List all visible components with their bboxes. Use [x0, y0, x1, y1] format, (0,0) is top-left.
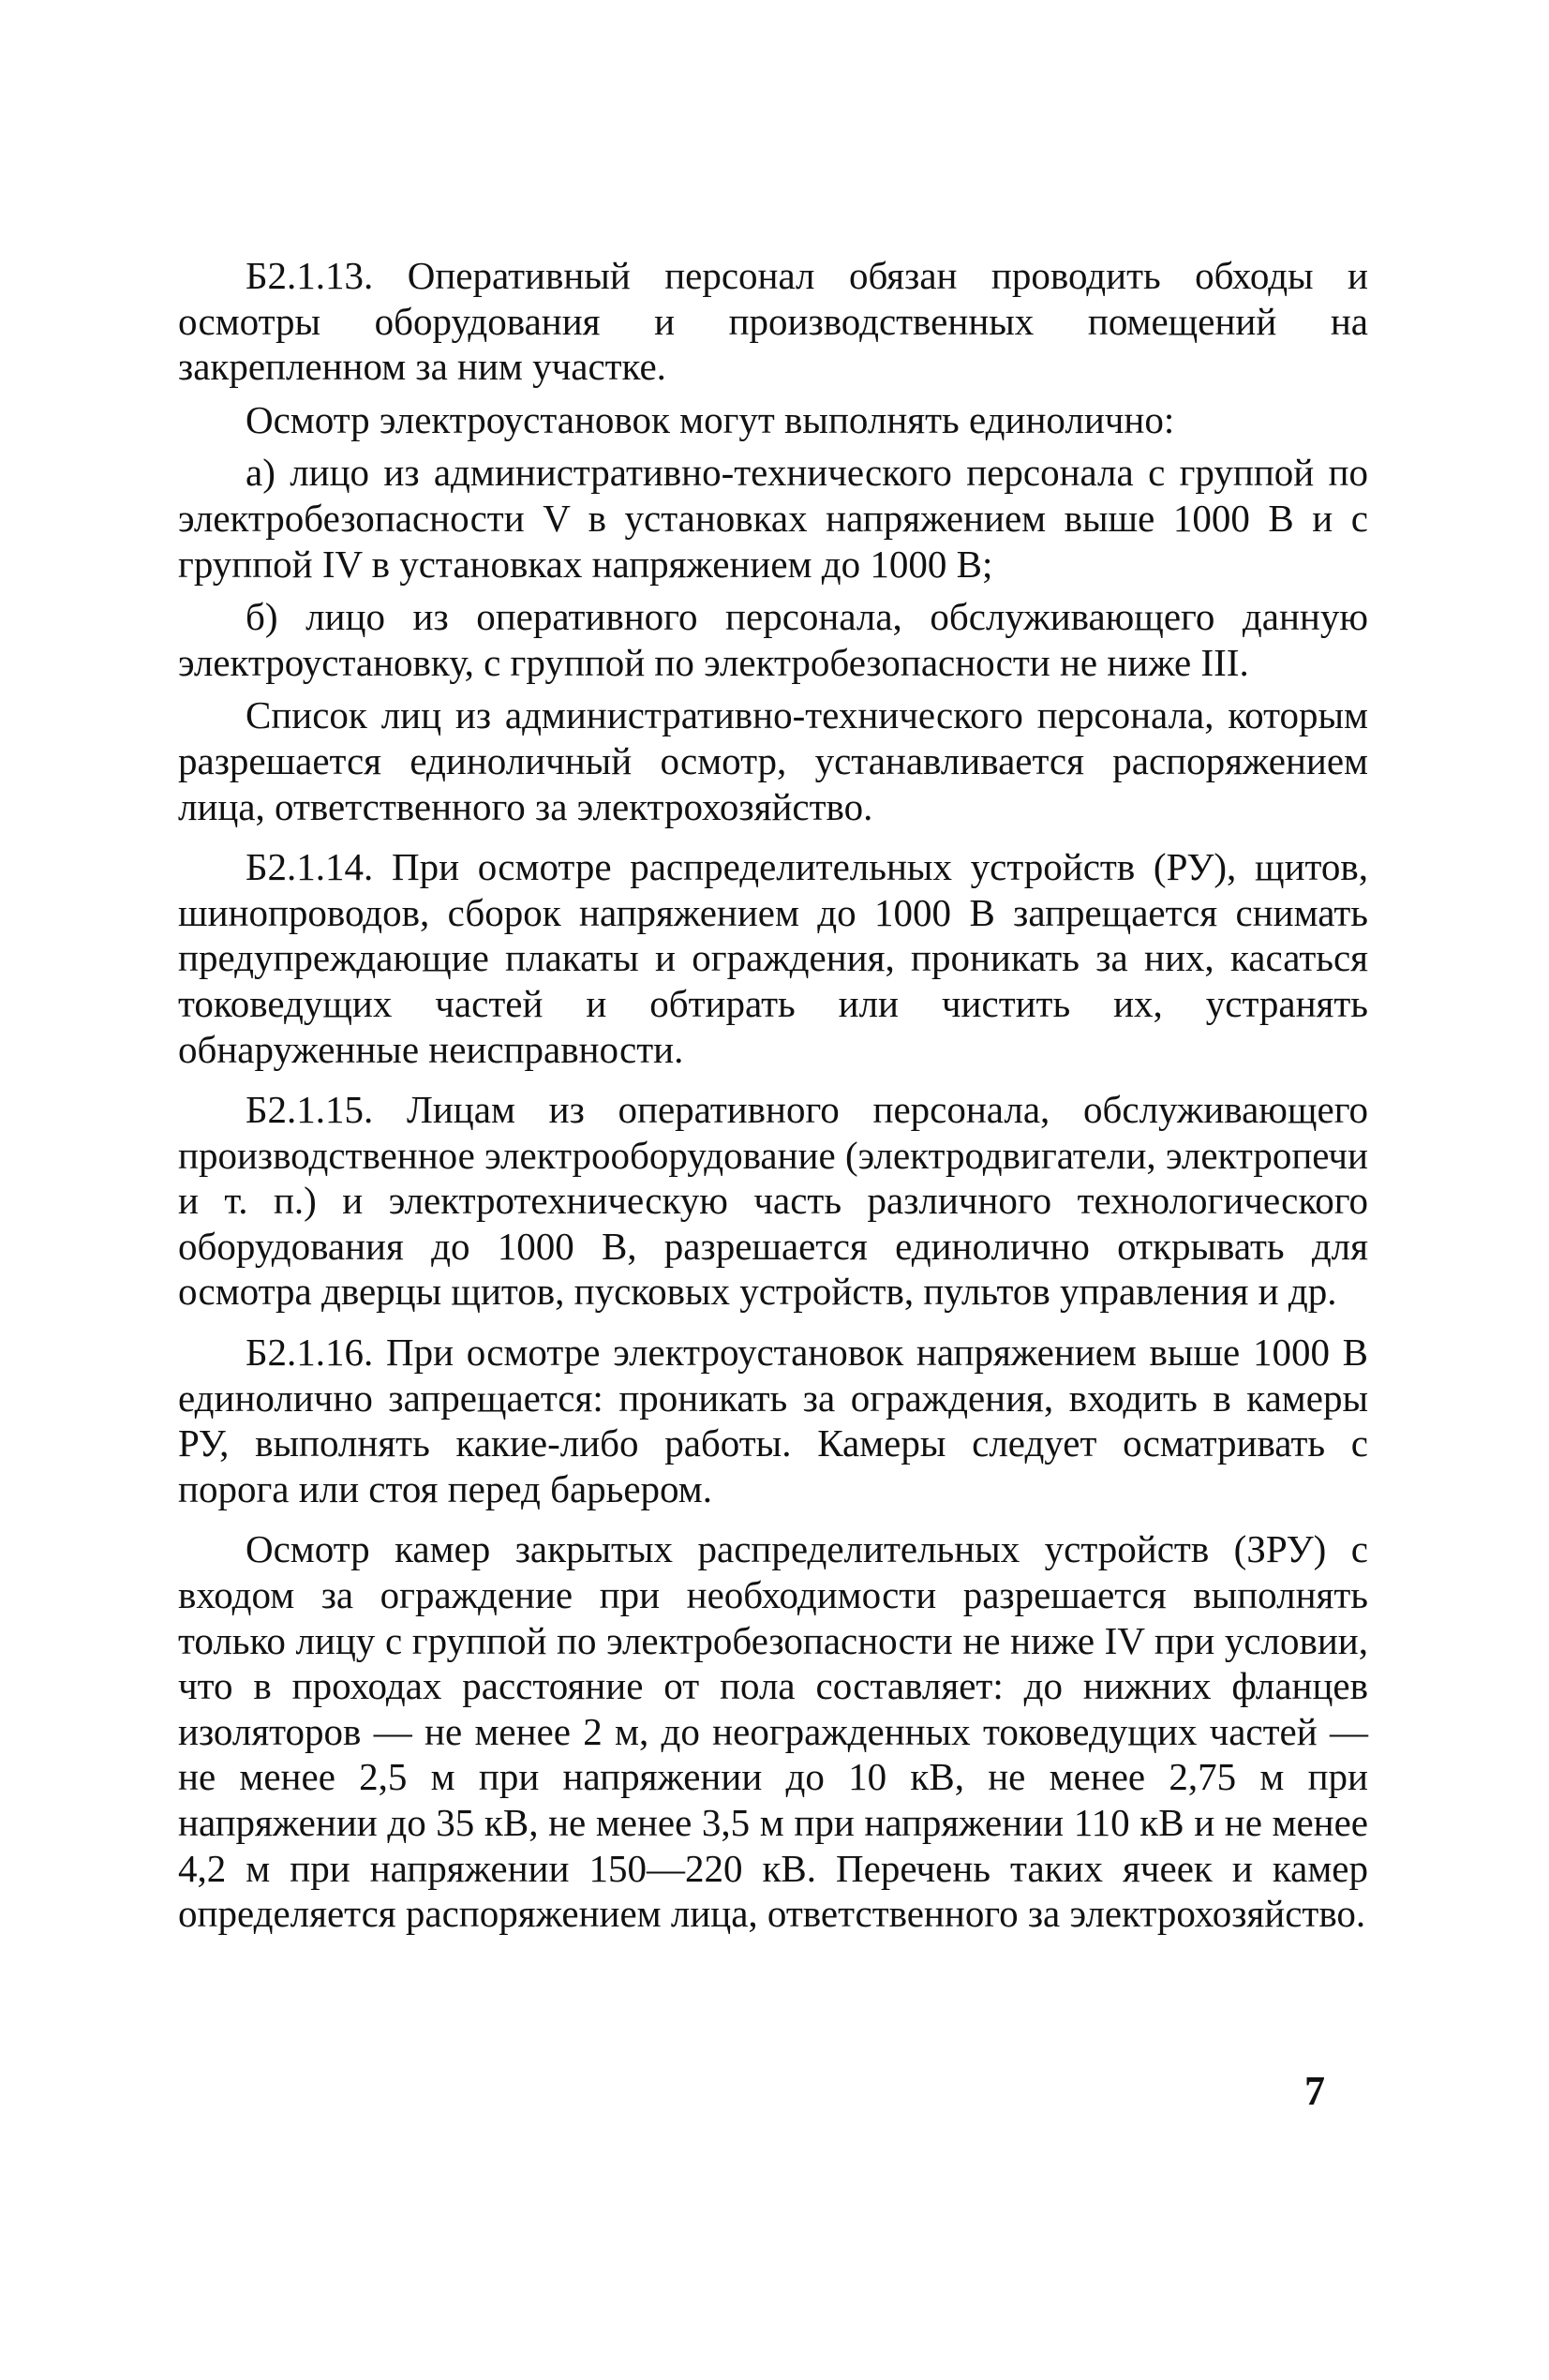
paragraph-b2-1-14: Б2.1.14. При осмотре распределительных устройств (РУ), щитов, шинопроводов, сборок напряжением до 1000 В запрещается снимать предупреждающие плакаты и ограждения, проникать за них, касаться токоведущих частей и обтирать или чистить их, устранять обнаруженные неисправности.	[178, 845, 1368, 1071]
page-body	[178, 253, 1368, 1944]
paragraph-sole-inspection: Осмотр электроустановок могут выполнять единолично:	[246, 397, 1175, 441]
list-item-a: а) лицо из административно-технического персонала с группой по электробезопасности V в установках напряжением выше 1000 В и с группой IV в установках напряжением до 1000 В;	[178, 451, 1368, 586]
paragraph-b2-1-15: Б2.1.15. Лицам из оперативного персонала, обслуживающего производственное электрооборудование (электродвигатели, электропечи и т. п.) и электротехническую часть различного технологического оборудования до 1000 В, разрешается единолично открывать для осмотра дверцы щитов, пусковых устройств, пультов управления и др.	[178, 1088, 1368, 1314]
page-number: 7	[1304, 2068, 1325, 2114]
paragraph-b2-1-16: Б2.1.16. При осмотре электроустановок напряжением выше 1000 В единолично запрещается: проникать за ограждения, входить в камеры РУ, выполнять какие-либо работы. Камеры следует осматривать с порога или стоя перед барьером.	[178, 1331, 1368, 1510]
paragraph-b2-1-13: Б2.1.13. Оперативный персонал обязан проводить обходы и осмотры оборудования и производственных помещений на закрепленном за ним участке.	[178, 254, 1368, 389]
paragraph-persons-list: Список лиц из административно-технического персонала, которым разрешается единоличный осмотр, устанавливается распоряжением лица, ответственного за электрохозяйство.	[178, 693, 1368, 828]
paragraph-zru-inspection: Осмотр камер закрытых распределительных устройств (ЗРУ) с входом за ограждение при необходимости разрешается выполнять только лицу с группой по электробезопасности не ниже IV при условии, что в проходах расстояние от пола составляет: до нижних фланцев изоляторов — не менее 2 м, до неогражденных токоведущих частей — не менее 2,5 м при напряжении до 10 кВ, не менее 2,75 м при напряжении до 35 кВ, не менее 3,5 м при напряжении 110 кВ и не менее 4,2 м при напряжении 150—220 кВ. Перечень таких ячеек и камер определяется распоряжением лица, ответственного за электрохозяйство.	[178, 1527, 1368, 1936]
list-item-b: б) лицо из оперативного персонала, обслуживающего данную электроустановку, с группой по электробезопасности не ниже III.	[178, 595, 1368, 684]
